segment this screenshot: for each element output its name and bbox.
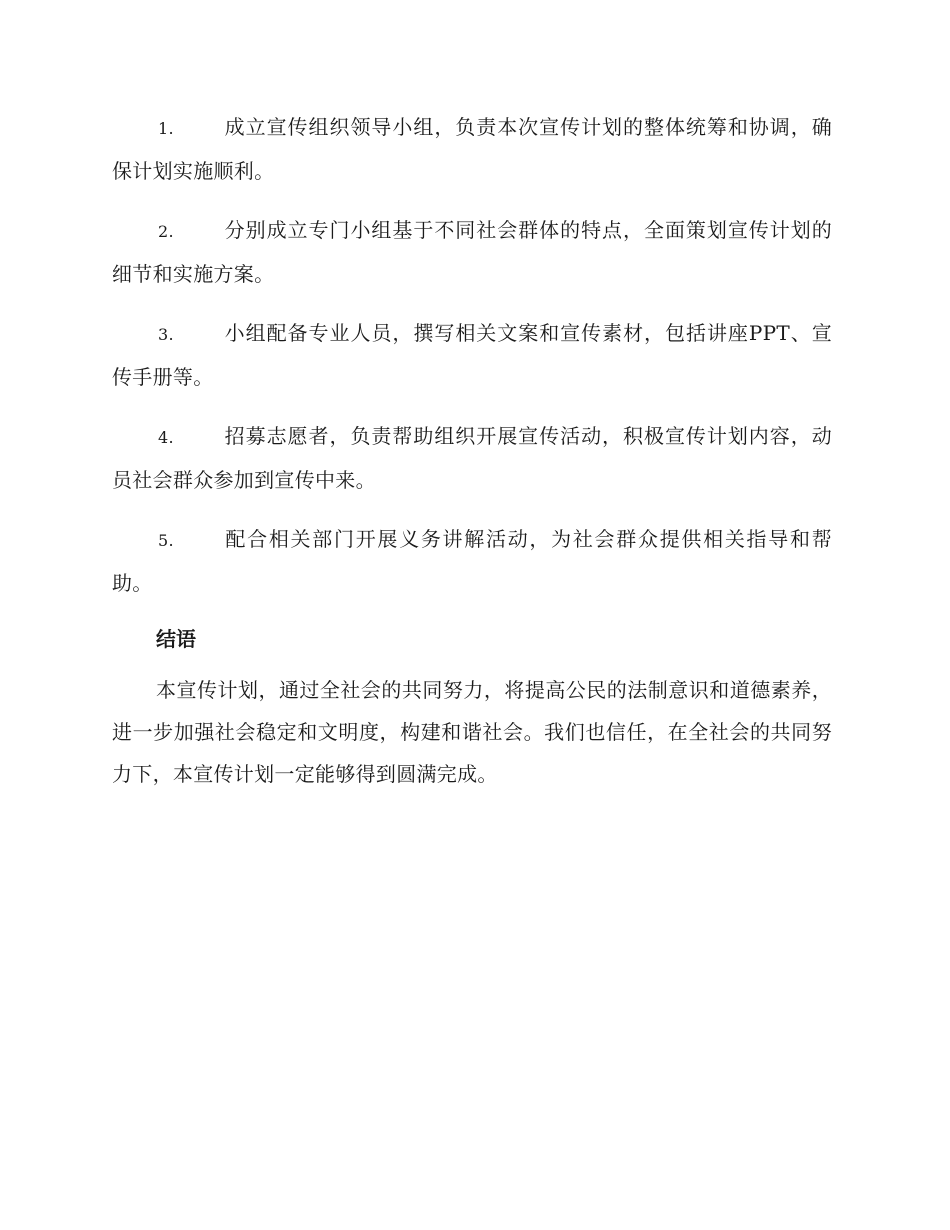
- list-item: [112, 518, 832, 604]
- list-item-number: 5.: [158, 531, 174, 550]
- list-item: [112, 106, 832, 192]
- list-item-text: 配合相关部门开展义务讲解活动，为社会群众提供相关指导和帮助。: [112, 527, 832, 595]
- document-body: [112, 106, 832, 795]
- list-item-text: 分别成立专门小组基于不同社会群体的特点，全面策划宣传计划的细节和实施方案。: [112, 218, 832, 286]
- list-item: [112, 415, 832, 501]
- list-item-text: 招募志愿者，负责帮助组织开展宣传活动，积极宣传计划内容，动员社会群众参加到宣传中来。: [112, 424, 832, 492]
- list-item-number: 2.: [158, 222, 174, 241]
- conclusion-paragraph: 本宣传计划，通过全社会的共同努力，将提高公民的法制意识和道德素养，进一步加强社会稳定和文明度，构建和谐社会。我们也信任，在全社会的共同努力下，本宣传计划一定能够得到圆满完成。: [112, 678, 832, 786]
- conclusion-heading: 结语: [156, 627, 196, 651]
- list-item-number: 3.: [158, 325, 174, 344]
- list-item-text: 成立宣传组织领导小组，负责本次宣传计划的整体统筹和协调，确保计划实施顺利。: [112, 115, 832, 183]
- list-item-number: 4.: [158, 428, 174, 447]
- list-item-text: 小组配备专业人员，撰写相关文案和宣传素材，包括讲座PPT、宣传手册等。: [112, 321, 832, 389]
- list-item: [112, 312, 832, 398]
- list-item-number: 1.: [158, 119, 174, 138]
- list-item: [112, 209, 832, 295]
